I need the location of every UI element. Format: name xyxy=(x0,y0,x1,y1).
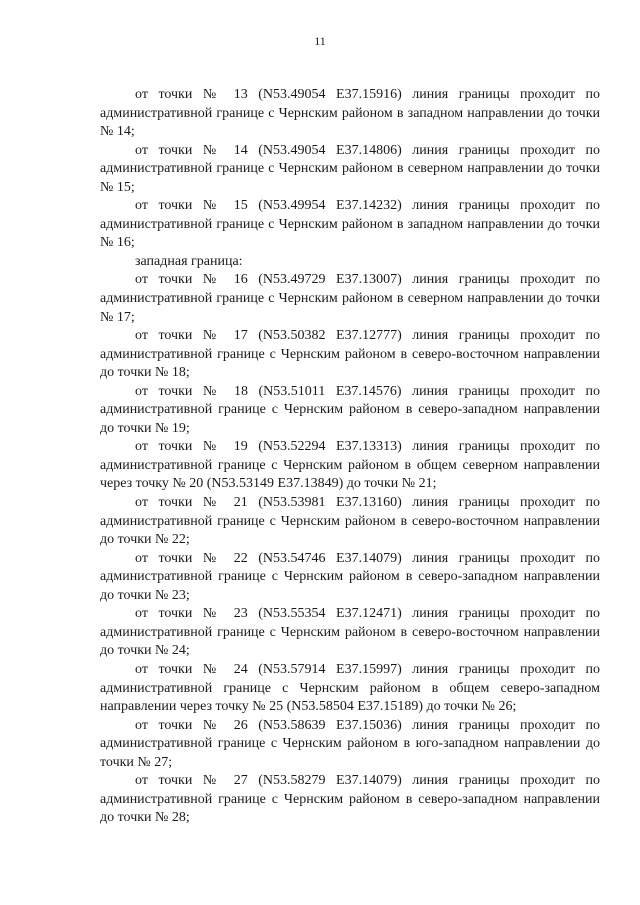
paragraph-point-17: от точки № 17 (N53.50382 E37.12777) линия границы проходит по административной границе с Чернским районом в северо-восточном направлении до точки № 18; xyxy=(100,328,600,381)
paragraph-point-22: от точки № 22 (N53.54746 E37.14079) линия границы проходит по административной границе с Чернским районом в северо-западном направлении до точки № 23; xyxy=(100,550,600,603)
paragraph-point-21: от точки № 21 (N53.53981 E37.13160) линия границы проходит по административной границе с Чернским районом в северо-восточном направлении до точки № 22; xyxy=(100,495,600,548)
paragraph-point-14: от точки № 14 (N53.49054 E37.14806) линия границы проходит по административной границе с Чернским районом в северном направлении до точки № 15; xyxy=(100,142,600,195)
page-number: 11 xyxy=(314,34,326,48)
paragraph-point-26: от точки № 26 (N53.58639 E37.15036) линия границы проходит по административной границе с Чернским районом в юго-западном направлении до точки № 27; xyxy=(100,717,600,770)
paragraph-point-15: от точки № 15 (N53.49954 E37.14232) линия границы проходит по административной границе с Чернским районом в западном направлении до точки № 16; xyxy=(100,198,600,251)
document-body xyxy=(100,86,600,828)
paragraph-point-19: от точки № 19 (N53.52294 E37.13313) линия границы проходит по административной границе с Чернским районом в общем северном направлении через точку № 20 (N53.53149 E37.13849) до точки № 21; xyxy=(100,439,600,492)
paragraph-point-18: от точки № 18 (N53.51011 E37.14576) линия границы проходит по административной границе с Чернским районом в северо-западном направлении до точки № 19; xyxy=(100,383,600,436)
paragraph-point-23: от точки № 23 (N53.55354 E37.12471) линия границы проходит по административной границе с Чернским районом в северо-восточном направлении до точки № 24; xyxy=(100,606,600,659)
paragraph-point-13: от точки № 13 (N53.49054 E37.15916) линия границы проходит по административной границе с Чернским районом в западном направлении до точки № 14; xyxy=(100,87,600,140)
paragraph-point-27: от точки № 27 (N53.58279 E37.14079) линия границы проходит по административной границе с Чернским районом в северо-западном направлении до точки № 28; xyxy=(100,773,600,826)
paragraph-point-24: от точки № 24 (N53.57914 E37.15997) линия границы проходит по административной границе с Чернским районом в общем северо-западном направлении через точку № 25 (N53.58504 E37.15189) до точки № 26; xyxy=(100,661,600,715)
section-heading-western-border: западная граница: xyxy=(135,253,243,269)
paragraph-point-16: от точки № 16 (N53.49729 E37.13007) линия границы проходит по административной границе с Чернским районом в северном направлении до точки № 17; xyxy=(100,272,600,325)
